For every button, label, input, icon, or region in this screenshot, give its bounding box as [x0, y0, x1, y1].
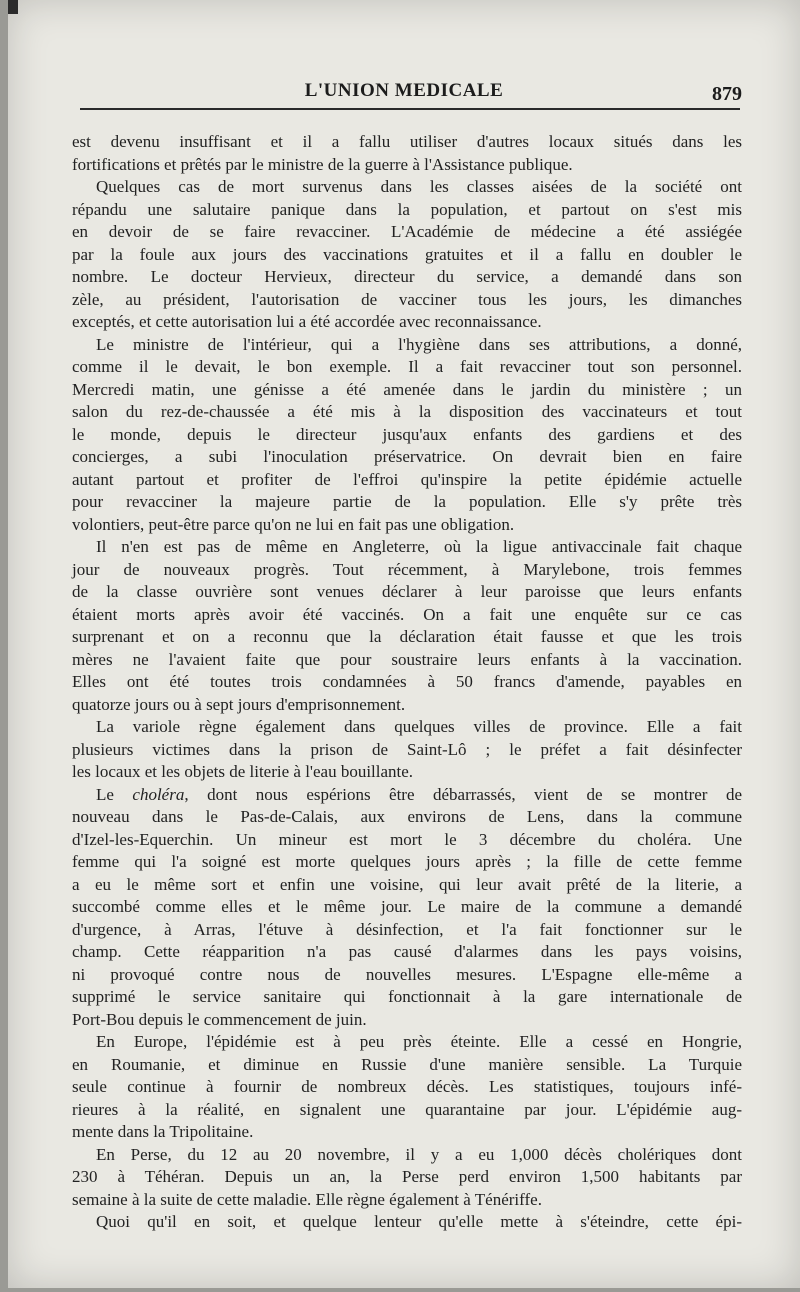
text-line: Le choléra, dont nous espérions être débarrassés, vient de se montrer de	[96, 784, 742, 804]
text-line: En Europe, l'épidémie est à peu près éteinte. Elle a cessé en Hongrie,	[96, 1032, 742, 1051]
article-body	[72, 131, 742, 1234]
text-line: surprenant et on a reconnu que la déclaration était fausse et que les trois	[72, 627, 742, 646]
text-line: autant partout et profiter de l'effroi qu'inspire la petite épidémie actuelle	[72, 469, 742, 489]
text-line: quatorze jours ou à sept jours d'emprisonnement.	[72, 694, 406, 714]
text-line: femme qui l'a soigné est morte quelques jours après ; la fille de cette femme	[72, 852, 742, 871]
book-page	[8, 0, 800, 1288]
text-line: mente dans la Tripolitaine.	[72, 1122, 254, 1141]
text-line: étaient morts après avoir été vaccinés. On a fait une enquête sur ce cas	[72, 604, 742, 624]
text-line: exceptés, et cette autorisation lui a été accordée avec reconnaissance.	[72, 312, 542, 331]
text-line: nouveau dans le Pas-de-Calais, aux environs de Lens, dans la commune	[72, 807, 742, 826]
text-line: volontiers, peut-être parce qu'on ne lui en fait pas une obligation.	[72, 514, 515, 534]
text-line: Il n'en est pas de même en Angleterre, où la ligue antivaccinale fait chaque	[96, 537, 742, 556]
text-line: est devenu insuffisant et il a fallu utiliser d'autres locaux situés dans les	[72, 132, 742, 151]
text-line: Quoi qu'il en soit, et quelque lenteur qu'elle mette à s'éteindre, cette épi-	[96, 1212, 742, 1231]
header-rule	[80, 108, 740, 110]
text-line: Port-Bou depuis le commencement de juin.	[72, 1009, 367, 1029]
text-line: Elles ont été toutes trois condamnées à 50 francs d'amende, payables en	[72, 672, 742, 691]
text-line: salon du rez-de-chaussée a été mis à la disposition des vaccinateurs et tout	[72, 402, 742, 421]
text-line: Mercredi matin, une génisse a été amenée dans le jardin du ministère ; un	[72, 379, 742, 399]
text-line: champ. Cette réapparition n'a pas causé d'alarmes dans les pays voisins,	[72, 942, 742, 961]
text-line: nombre. Le docteur Hervieux, directeur du service, a demandé dans son	[72, 267, 742, 286]
text-line: seule continue à fournir de nombreux décès. Les statistiques, toujours infé-	[72, 1077, 742, 1096]
text-line: Le ministre de l'intérieur, qui a l'hygiène dans ses attributions, a donné,	[96, 334, 742, 354]
text-line: plusieurs victimes dans la prison de Saint-Lô ; le préfet a fait désinfecter	[72, 739, 742, 759]
page-corner-shadow	[8, 0, 18, 14]
text-line: succombé comme elles et le même jour. Le maire de la commune a demandé	[72, 897, 742, 916]
text-line: mères ne l'avaient faite que pour soustraire leurs enfants à la vaccination.	[72, 649, 742, 669]
text-line: en Roumanie, et diminue en Russie d'une manière sensible. La Turquie	[72, 1054, 742, 1074]
text-line: le monde, depuis le directeur jusqu'aux enfants des gardiens et des	[72, 424, 742, 444]
text-line: a eu le même sort et enfin une voisine, qui leur avait prêté de la literie, a	[72, 874, 742, 894]
text-line: jour de nouveaux progrès. Tout récemment, à Marylebone, trois femmes	[72, 559, 742, 579]
text-line: zèle, au président, l'autorisation de vacciner tous les jours, les dimanches	[72, 289, 742, 309]
text-line: concierges, a subi l'inoculation préservatrice. On devrait bien en faire	[72, 447, 742, 466]
text-line: rieures à la réalité, en signalent une quarantaine par jour. L'épidémie aug-	[72, 1099, 742, 1119]
text-line: En Perse, du 12 au 20 novembre, il y a eu 1,000 décès cholériques dont	[96, 1144, 742, 1164]
text-line: en devoir de se faire revacciner. L'Académie de médecine a été assiégée	[72, 222, 742, 241]
text-line: répandu une salutaire panique dans la population, et partout on s'est mis	[72, 199, 742, 219]
text-line: d'urgence, à Arras, l'étuve à désinfection, et l'a fait fonctionner sur le	[72, 919, 742, 939]
text-line: de la classe ouvrière sont venues déclarer à leur paroisse que leurs enfants	[72, 582, 742, 601]
text-line: fortifications et prêtés par le ministre de la guerre à l'Assistance publique.	[72, 154, 573, 174]
text-line: d'Izel-les-Equerchin. Un mineur est mort le 3 décembre du choléra. Une	[72, 829, 742, 849]
text-line: pour revacciner la majeure partie de la population. Elle s'y prête très	[72, 492, 742, 511]
text-line: La variole règne également dans quelques villes de province. Elle a fait	[96, 717, 742, 736]
text-line: 230 à Téhéran. Depuis un an, la Perse perd environ 1,500 habitants par	[72, 1167, 742, 1186]
text-line: les locaux et les objets de literie à l'eau bouillante.	[72, 762, 414, 781]
text-line: supprimé le service sanitaire qui fonctionnait à la gare internationale de	[72, 987, 742, 1006]
journal-title: L'UNION MEDICALE	[304, 80, 504, 101]
text-line: par la foule aux jours des vaccinations gratuites et il a fallu en doubler le	[72, 244, 742, 264]
text-line: Quelques cas de mort survenus dans les classes aisées de la société ont	[96, 177, 742, 196]
text-line: semaine à la suite de cette maladie. Elle règne également à Ténériffe.	[72, 1189, 542, 1209]
page-number: 879	[712, 83, 742, 105]
text-line: comme il le devait, le bon exemple. Il a fait revacciner tout son personnel.	[72, 357, 742, 376]
text-line: ni provoqué contre nous de nouvelles mesures. L'Espagne elle-même a	[72, 964, 742, 984]
